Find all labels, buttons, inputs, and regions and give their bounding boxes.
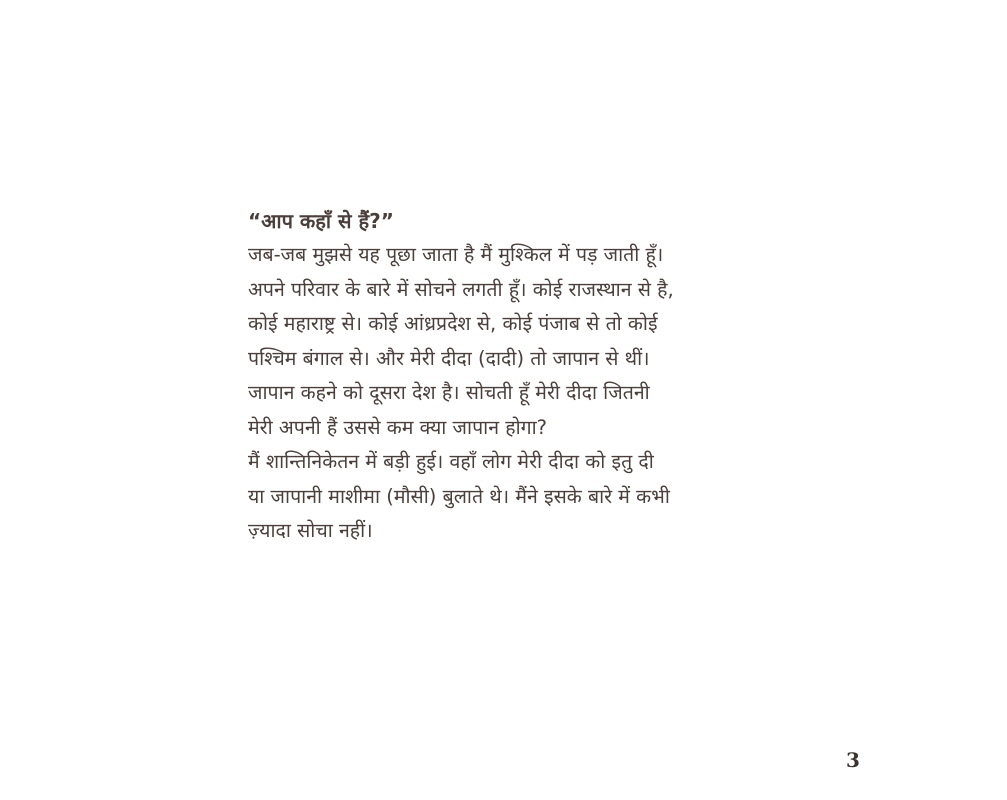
text-line: या जापानी माशीमा (मौसी) बुलाते थे। मैंने इसके बारे में कभी (248, 484, 670, 508)
text-line: अपने परिवार के बारे में सोचने लगती हूँ। कोई राजस्थान से है, (248, 277, 674, 301)
text-line: जब-जब मुझसे यह पूछा जाता है मैं मुश्किल में पड़ जाती हूँ। (248, 243, 664, 266)
text-line: ज़्यादा सोचा नहीं। (248, 519, 373, 542)
story-text-block (248, 204, 768, 549)
page-heading: “आप कहाँ से हैं?” (248, 209, 394, 233)
text-line: जापान कहने को दूसरा देश है। सोचती हूँ मेरी दीदा जितनी (248, 381, 650, 404)
page-number: 3 (846, 748, 860, 772)
text-line: मेरी अपनी हैं उससे कम क्या जापान होगा? (248, 415, 548, 439)
text-line: पश्चिम बंगाल से। और मेरी दीदा (दादी) तो जापान से थीं। (248, 346, 650, 370)
text-line: कोई महाराष्ट्र से। कोई आंध्रप्रदेश से, कोई पंजाब से तो कोई (248, 312, 658, 335)
text-line: मैं शान्तिनिकेतन में बड़ी हुई। वहाँ लोग मेरी दीदा को इतु दी (248, 450, 654, 473)
